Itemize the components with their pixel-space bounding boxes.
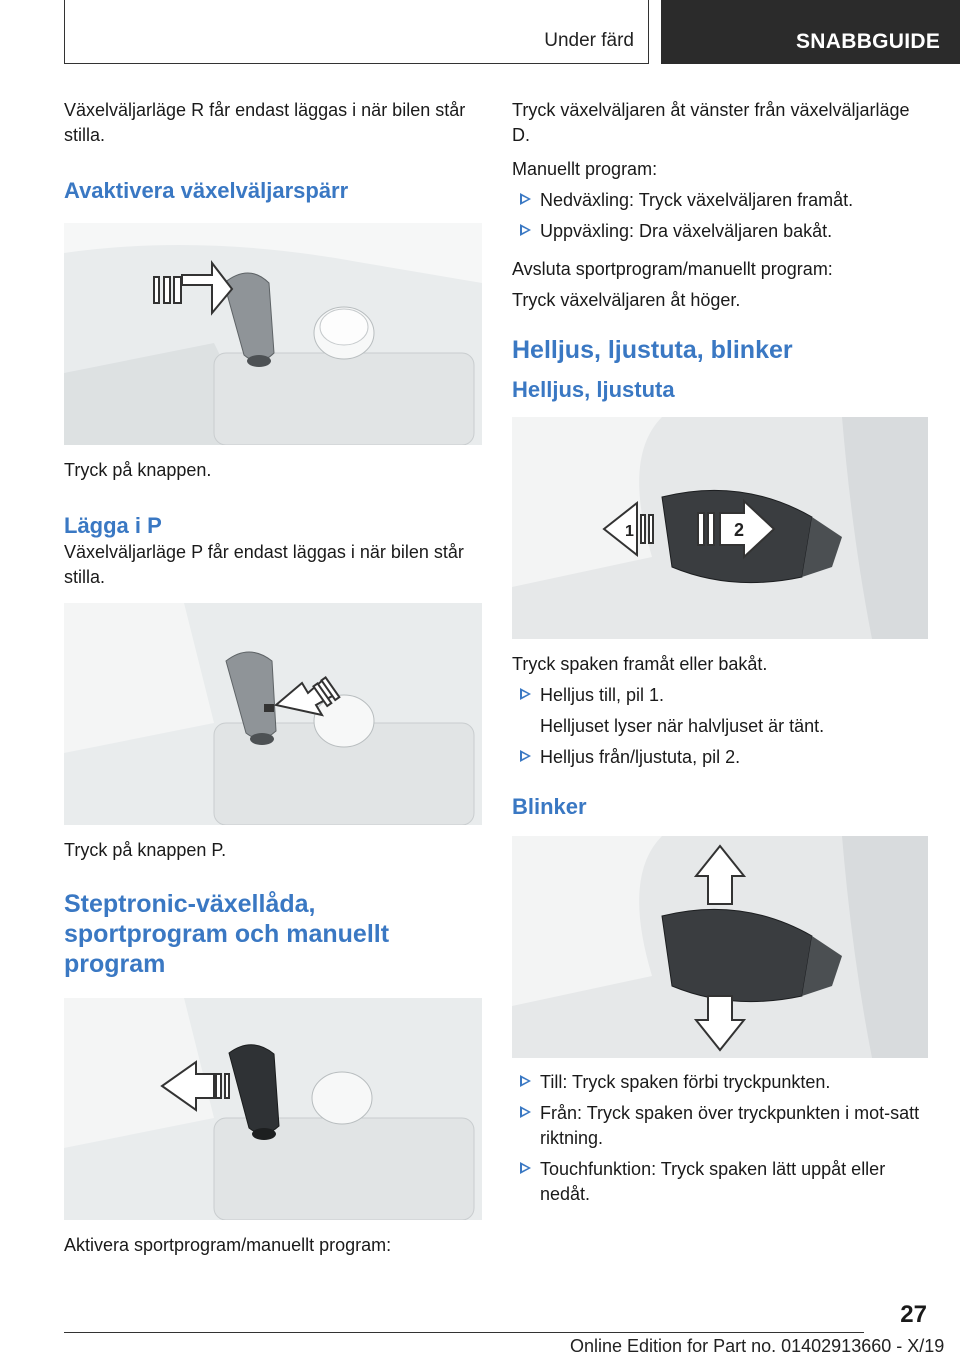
- figure-gear-selector-unlock: [64, 223, 482, 445]
- figure-label-2: 2: [734, 520, 745, 540]
- caption-press-p: Tryck på knappen P.: [64, 840, 227, 860]
- caption-press-button: Tryck på knappen.: [64, 460, 212, 480]
- footer-divider: [64, 1332, 864, 1333]
- list-item: Från: Tryck spaken över tryckpunkten i mot-satt riktning.: [540, 1103, 920, 1148]
- heading-steptronic: Steptronic-växellåda, sportprogram och manuellt program: [64, 890, 390, 978]
- list-manual: [512, 188, 928, 244]
- figure-highbeam-stalk: [512, 417, 928, 639]
- paragraph-p-mode: Växelväljarläge P får endast läggas i när bilen står stilla.: [64, 542, 464, 587]
- list-item: Nedväxling: Tryck växelväljaren framåt.: [540, 190, 854, 210]
- figure-blinker-stalk: [512, 836, 928, 1058]
- chapter-tab: SNABBGUIDE: [661, 0, 960, 64]
- list-item: Helljus från/ljustuta, pil 2.: [540, 747, 741, 767]
- footer-edition: Online Edition for Part no. 01402913660 - X/19: [570, 1336, 945, 1356]
- caption-activate-sport: Aktivera sportprogram/manuellt program:: [64, 1235, 392, 1255]
- list-item: Uppväxling: Dra växelväljaren bakåt.: [540, 221, 833, 241]
- paragraph-manual-program: Manuellt program:: [512, 159, 658, 179]
- heading-avaktivera: Avaktivera växelväljarspärr: [64, 178, 349, 203]
- header-box: [64, 0, 649, 64]
- list-blinker: [512, 1070, 928, 1207]
- section-title: Under färd: [544, 30, 634, 51]
- paragraph-press-left: Tryck växelväljaren åt vänster från växelväljarläge D.: [512, 100, 910, 145]
- list-highbeam: [512, 683, 928, 708]
- list-highbeam-2: [512, 745, 928, 770]
- heading-blinker: Blinker: [512, 794, 587, 819]
- page-number: 27: [900, 1301, 927, 1328]
- paragraph-press-right: Tryck växelväljaren åt höger.: [512, 290, 741, 310]
- paragraph-end-sport: Avsluta sportprogram/manuellt program:: [512, 259, 833, 279]
- list-item: Till: Tryck spaken förbi tryckpunkten.: [540, 1072, 831, 1092]
- heading-lagga-i-p: Lägga i P: [64, 513, 162, 538]
- caption-stalk: Tryck spaken framåt eller bakåt.: [512, 654, 768, 674]
- heading-helljus-sub: Helljus, ljustuta: [512, 377, 675, 402]
- list-item: Helljus till, pil 1.: [540, 685, 665, 705]
- right-column: [512, 98, 928, 1207]
- figure-label-1: 1: [625, 523, 634, 540]
- paragraph-r-mode: Växelväljarläge R får endast läggas i när bilen står stilla.: [64, 100, 466, 145]
- list-subtext: Helljuset lyser när halvljuset är tänt.: [540, 716, 825, 736]
- figure-park-button: [64, 603, 482, 825]
- list-item: Touchfunktion: Tryck spaken lätt uppåt eller nedåt.: [540, 1159, 886, 1204]
- left-column: [64, 98, 482, 1258]
- figure-steptronic: [64, 998, 482, 1220]
- heading-helljus-main: Helljus, ljustuta, blinker: [512, 336, 793, 364]
